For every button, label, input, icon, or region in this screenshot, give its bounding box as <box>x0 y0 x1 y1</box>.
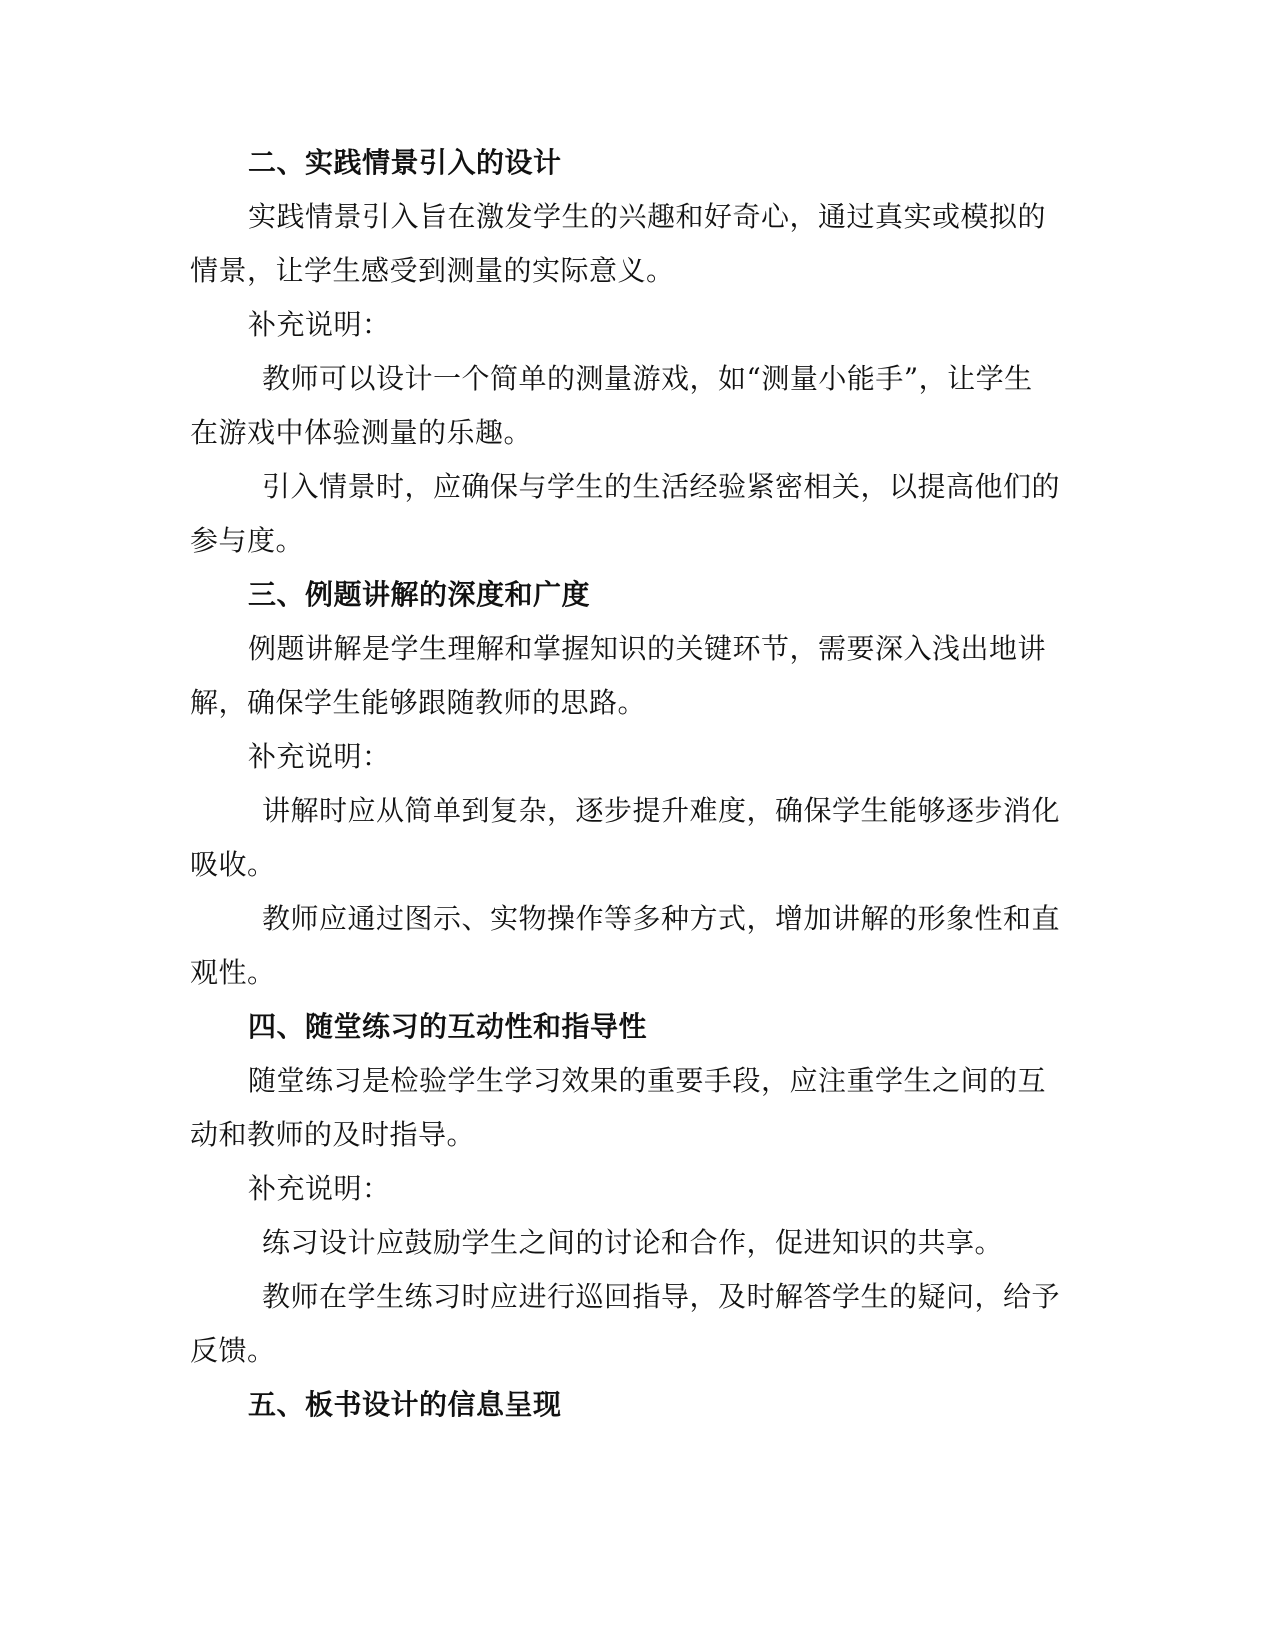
note-line: 反馈。 <box>190 1334 276 1367</box>
note-line: 教师应通过图示、实物操作等多种方式，增加讲解的形象性和直 <box>262 902 1061 935</box>
note-line: 引入情景时，应确保与学生的生活经验紧密相关，以提高他们的 <box>262 470 1061 503</box>
note-label: 补充说明： <box>248 308 391 341</box>
note-label: 补充说明： <box>248 1172 391 1205</box>
section-heading: 三、例题讲解的深度和广度 <box>248 578 591 611</box>
note-line: 教师在学生练习时应进行巡回指导，及时解答学生的疑问，给予 <box>262 1280 1061 1313</box>
note-line: 讲解时应从简单到复杂，逐步提升难度，确保学生能够逐步消化 <box>262 794 1061 827</box>
note-line: 观性。 <box>190 956 276 989</box>
note-line: 在游戏中体验测量的乐趣。 <box>190 416 533 449</box>
paragraph-line: 实践情景引入旨在激发学生的兴趣和好奇心，通过真实或模拟的 <box>248 200 1047 233</box>
note-label: 补充说明： <box>248 740 391 773</box>
section-heading: 四、随堂练习的互动性和指导性 <box>248 1010 648 1043</box>
section-heading: 二、实践情景引入的设计 <box>248 146 562 179</box>
note-line: 参与度。 <box>190 524 305 557</box>
section-heading: 五、板书设计的信息呈现 <box>248 1388 562 1421</box>
paragraph-line: 情景，让学生感受到测量的实际意义。 <box>190 254 675 287</box>
note-line: 练习设计应鼓励学生之间的讨论和合作，促进知识的共享。 <box>262 1226 1004 1259</box>
paragraph-line: 动和教师的及时指导。 <box>190 1118 476 1151</box>
note-line: 吸收。 <box>190 848 276 881</box>
paragraph-line: 解，确保学生能够跟随教师的思路。 <box>190 686 647 719</box>
note-line: 教师可以设计一个简单的测量游戏，如“测量小能手”，让学生 <box>262 362 1033 395</box>
paragraph-line: 例题讲解是学生理解和掌握知识的关键环节，需要深入浅出地讲 <box>248 632 1047 665</box>
paragraph-line: 随堂练习是检验学生学习效果的重要手段，应注重学生之间的互 <box>248 1064 1047 1097</box>
